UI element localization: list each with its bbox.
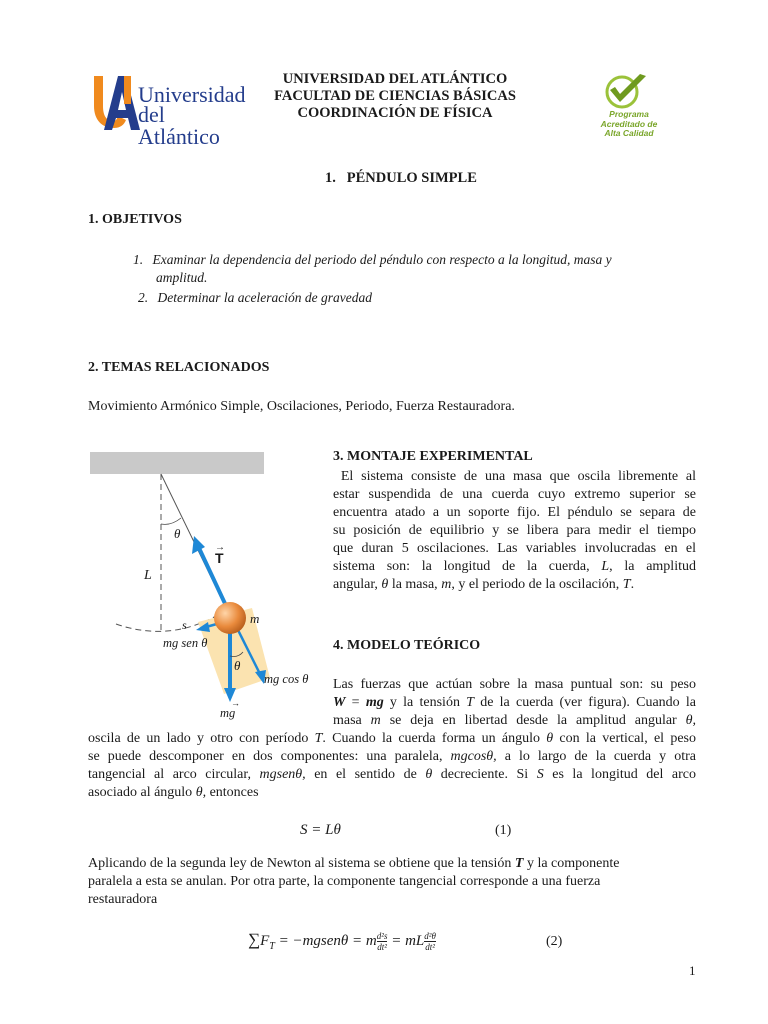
figure-label-s: s [182,618,187,632]
ceiling-support [90,452,264,474]
setup-line-2: estar suspendida de una cuerda cuyo extremo superior se [333,487,696,502]
header-institution [255,71,535,122]
objective-item-2-text: Determinar la aceleración de gravedad [157,290,372,305]
model-line-5: se puede descomponer en dos componentes: una paralela, mgcosθ, a lo largo de la cuerda y otra [88,749,696,764]
setup-paragraph [333,468,696,594]
seal-text-alta-calidad: Alta Calidad [604,128,654,138]
equation-1: S = Lθ [300,822,341,838]
figure-label-theta-top: θ [174,526,181,541]
topics-heading: 2. TEMAS RELACIONADOS [88,360,270,375]
pendulum-mass [214,602,246,634]
header-line-university: UNIVERSIDAD DEL ATLÁNTICO [282,71,508,87]
setup-line-7: angular, θ la masa, m, y el periodo de la oscilación, T. [333,577,635,592]
newton-line-1: Aplicando de la segunda ley de Newton al sistema se obtiene que la tensión T y la componente [88,856,620,871]
equation-1-number: (1) [495,823,512,838]
seal-text-acreditado: Acreditado de [600,118,658,129]
header-line-faculty: FACULTAD DE CIENCIAS BÁSICAS [274,88,516,104]
model-line-3: masa m se deja en libertad desde la amplitud angular θ, [333,713,696,728]
newton-paragraph [88,855,696,909]
topics-text: Movimiento Armónico Simple, Oscilaciones, Periodo, Fuerza Restauradora. [88,399,515,414]
university-logo [90,70,250,149]
seal-text-programa: Programa [609,109,649,119]
setup-line-1: El sistema consiste de una masa que oscila libremente al [333,469,696,484]
accreditation-seal [594,72,664,144]
setup-line-3: encuentra atado a un soporte fijo. El péndulo se separa de [333,505,696,520]
figure-label-L: L [144,568,152,583]
setup-line-5: que duran 5 oscilaciones. Las variables involucradas en el [333,541,696,556]
header-line-coordination: COORDINACIÓN DE FÍSICA [297,105,493,121]
figure-label-mgsen: mg sen θ [163,636,208,650]
model-paragraph-right [333,676,696,730]
equation-2-number: (2) [546,934,563,949]
figure-label-T: T [215,550,224,566]
model-line-4: oscila de un lado y otro con período T. Cuando la cuerda forma un ángulo θ con la vertical, el peso [88,731,696,746]
model-heading: 4. MODELO TEÓRICO [333,638,481,653]
setup-heading: 3. MONTAJE EXPERIMENTAL [333,449,533,464]
model-line-6: tangencial al arco circular, mgsenθ, en el sentido de θ decreciente. Si S es la longitud del arco [88,767,696,782]
angle-arc-top [161,518,181,524]
newton-line-3: restauradora [88,892,158,907]
figure-label-mg-bottom: mg [220,706,236,720]
logo-del-atlantico-text: del Atlántico [138,102,220,149]
pendulum-figure: θ L T → m s mg sen θ θ mg cos θ mg → [88,446,328,726]
model-paragraph-full [88,730,696,802]
figure-label-m: m [250,611,260,626]
model-line-2: W = mg y la tensión T de la cuerda (ver figura). Cuando la [333,695,696,710]
objective-item-2 [138,289,658,306]
checkmark-seal-icon [594,72,664,110]
figure-label-theta-low: θ [234,658,241,673]
figure-label-mgcos: mg cos θ [264,672,309,686]
equation-2: $\sum F_T$ = −mgsenθ = m $\frac{\text{d²s}}{\text{dt²}}$ = mL $\frac{\text{d²θ}}{\text{dt²}}$ [248,930,436,953]
ua-logo-mark-icon [90,70,142,134]
setup-line-6: sistema son: la longitud de la cuerda, L, la amplitud [333,559,696,574]
objective-item-1-text: Examinar la dependencia del periodo del péndulo con respecto a la longitud, masa y [152,252,612,267]
model-line-7: asociado al ángulo θ, entonces [88,785,259,800]
page-number: 1 [689,963,696,978]
objective-item-2-number: 2. [138,290,149,305]
newton-line-2: paralela a esta se anulan. Por otra parte, la componente tangencial corresponde a una fuerza [88,874,601,889]
objective-item-1 [133,251,653,268]
objectives-heading: 1. OBJETIVOS [88,212,182,227]
logo-universidad-text: Universidad [138,82,246,107]
document-title: 1. PÉNDULO SIMPLE [325,170,477,186]
objective-item-1-cont: amplitud. [156,270,208,285]
objective-item-1-number: 1. [133,252,144,267]
model-line-1: Las fuerzas que actúan sobre la masa puntual son: su peso [333,677,696,692]
setup-line-4: su posición de equilibrio y se libera para medir el tiempo [333,523,696,538]
